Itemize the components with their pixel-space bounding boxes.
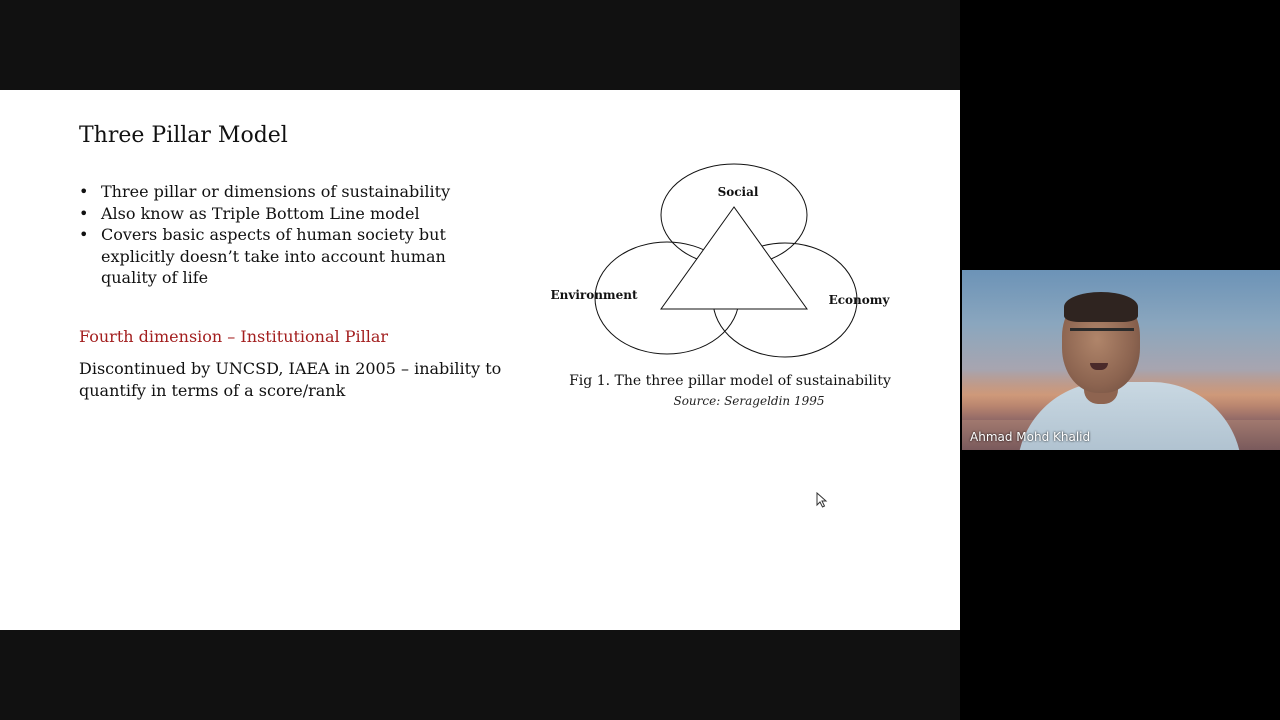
environment-label: Environment bbox=[550, 288, 638, 302]
slide-body-text: Discontinued by UNCSD, IAEA in 2005 – inability to quantify in terms of a score/rank bbox=[79, 359, 502, 400]
bullet-text: Three pillar or dimensions of sustainability bbox=[101, 182, 451, 201]
bullet-dot: • bbox=[79, 225, 89, 244]
bullet-text: Covers basic aspects of human society but explicitly doesn’t take into account human quality of life bbox=[101, 225, 446, 287]
venn-diagram bbox=[545, 155, 915, 365]
presentation-slide bbox=[0, 90, 960, 630]
bullet-dot: • bbox=[79, 182, 89, 201]
participant-video-tile[interactable] bbox=[962, 270, 1280, 450]
figure-caption: Fig 1. The three pillar model of sustainability bbox=[569, 373, 891, 389]
figure-source: Source: Serageldin 1995 bbox=[673, 394, 825, 408]
three-pillar-diagram bbox=[545, 155, 915, 365]
slide-subheading: Fourth dimension – Institutional Pillar bbox=[79, 327, 389, 346]
bullet-dot: • bbox=[79, 203, 89, 223]
bullet-item bbox=[79, 203, 479, 225]
social-label: Social bbox=[717, 185, 759, 199]
participant-glasses bbox=[1070, 328, 1134, 345]
bullet-list bbox=[79, 181, 479, 289]
bullet-item bbox=[79, 181, 479, 203]
bullet-item bbox=[79, 224, 479, 289]
mouse-cursor-icon bbox=[816, 492, 828, 508]
slide-title: Three Pillar Model bbox=[79, 123, 288, 148]
participant-name-label: Ahmad Mohd Khalid bbox=[970, 430, 1091, 444]
bullet-text: Also know as Triple Bottom Line model bbox=[101, 203, 420, 223]
pillar-triangle bbox=[661, 207, 807, 309]
economy-label: Economy bbox=[828, 293, 890, 307]
participant-hair bbox=[1064, 292, 1138, 322]
